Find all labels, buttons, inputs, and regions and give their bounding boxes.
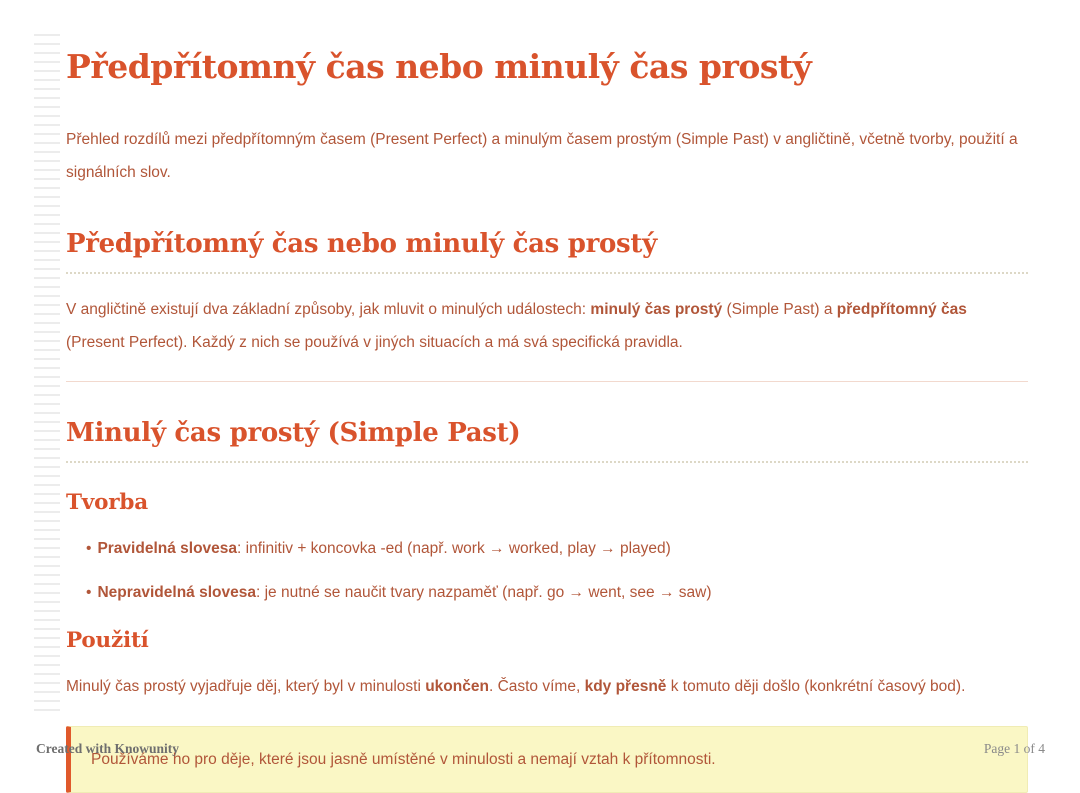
- list-item-regular-verbs: [86, 539, 1028, 559]
- footer-page-number: Page 1 of 4: [983, 741, 1045, 756]
- overview-text-1: V angličtině existují dva základní způsoby, jak mluvit o minulých událostech:: [66, 300, 591, 318]
- bullet-text: : je nutné se naučit tvary nazpaměť (např. go → went, see → saw): [255, 583, 712, 601]
- pouziti-paragraph: [66, 670, 1028, 703]
- intro-paragraph: Přehled rozdílů mezi předpřítomným časem (Present Perfect) a minulým časem prostým (Simple Past) v angličtině, včetně tvorby, použití a signálních slov.: [66, 130, 1018, 181]
- notebook-binding-decoration: [34, 34, 60, 712]
- list-item-irregular-verbs: [86, 583, 1028, 603]
- page-footer: [36, 741, 1045, 757]
- footer-brand-text: Created with Knowunity: [36, 741, 180, 756]
- subheading-tvorba: Tvorba: [66, 489, 148, 515]
- overview-text-3: (Present Perfect). Každý z nich se používá v jiných situacích a má svá specifická pravidla.: [66, 333, 683, 351]
- bullet-bold-label: Pravidelná slovesa: [97, 539, 238, 557]
- overview-paragraph: [66, 293, 1028, 359]
- pouziti-text-3: k tomuto ději došlo (konkrétní časový bod).: [666, 677, 966, 695]
- pouziti-bold-1: ukončen: [425, 677, 489, 695]
- callout-text: Používáme ho pro děje, které jsou jasně umístěné v minulosti a nemají vztah k přítomnosti.: [91, 750, 716, 768]
- pouziti-text-2: . Často víme,: [488, 677, 585, 695]
- subheading-pouziti: Použití: [66, 627, 149, 653]
- overview-bold-1: minulý čas prostý: [590, 300, 723, 318]
- section-heading-simple-past: Minulý čas prostý (Simple Past): [66, 418, 1028, 463]
- bullet-text: : infinitiv + koncovka -ed (např. work → worked, play → played): [237, 539, 671, 557]
- section-divider: [66, 381, 1028, 382]
- overview-text-2: (Simple Past) a: [722, 300, 837, 318]
- document-page: [66, 0, 1028, 793]
- section-heading-overview: Předpřítomný čas nebo minulý čas prostý: [66, 229, 1028, 274]
- tvorba-bullet-list: [66, 539, 1028, 603]
- overview-bold-2: předpřítomný čas: [836, 300, 967, 318]
- bullet-icon: •: [86, 583, 92, 601]
- page-title: Předpřítomný čas nebo minulý čas prostý: [66, 47, 812, 86]
- bullet-bold-label: Nepravidelná slovesa: [97, 583, 256, 601]
- highlight-callout-box: [66, 726, 1028, 793]
- pouziti-bold-2: kdy přesně: [584, 677, 667, 695]
- bullet-icon: •: [86, 539, 92, 557]
- pouziti-text-1: Minulý čas prostý vyjadřuje děj, který byl v minulosti: [66, 677, 426, 695]
